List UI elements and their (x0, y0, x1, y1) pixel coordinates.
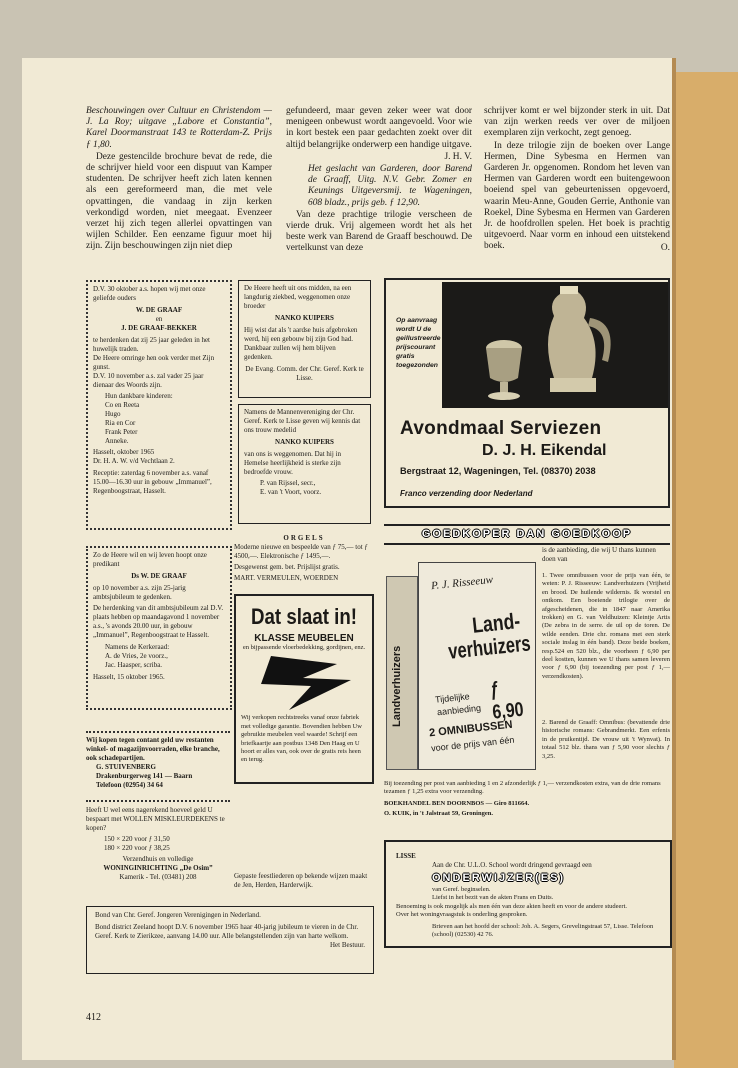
goblet-foot (488, 392, 520, 400)
divider (86, 800, 230, 804)
signature: P. van Rijssel, secr., (260, 479, 316, 487)
ad-text: De Heere heeft uit ons midden, na een langdurig ziekbed, weggenomen onze broeder (244, 284, 352, 310)
ad-shipping: Franco verzending door Nederland (400, 489, 533, 498)
ad-address: Bergstraat 12, Wageningen, Tel. (08370) 2038 (400, 466, 596, 476)
shipping-note: Bij toezending per post van aanbieding 1 en 2 afzonderlijk ƒ 1,— verzendkosten extra, van de drie romans tezamen ƒ 1,25 extra voor verzending. (384, 780, 661, 796)
job-title: ONDERWIJZER(ES) (432, 872, 566, 884)
list-item: Frank Peter (105, 428, 138, 436)
ad-text: Benoeming is ook mogelijk als men één van deze akten heeft en voor de andere studeert. (396, 902, 628, 910)
page-edge (672, 58, 676, 1060)
ad-intro: is de aanbieding, die wij U thans kunnen doen van (542, 546, 656, 563)
ad-text: Hij wist dat als 't aardse huis afgebroken werd, hij een gebouw bij zijn God had. Dankbaar zullen wij hem blijven gedenken. (244, 326, 358, 361)
article-paragraph: Deze gestencilde brochure bevat de rede, die de schrijver hield voor een dispuut van Kamper studenten. De schrijver heeft zich laten kennen als een gereformeerd man, die met vele opvattingen, die vandaag in zijn kerken verkondigd worden, niet meegaat. Evenzeer verzet hij zich tegen allerlei opvattingen van wijlen Schilder. Een eenzame figuur moet hij zijn. Zijn beschouwingen zijn niet diep (86, 151, 272, 252)
list-item: Hun dankbare kinderen: (105, 392, 173, 400)
ad-degraaf-jubilee (86, 546, 232, 710)
ad-text: Wij kopen tegen contant geld uw restanten winkel- of magazijnvoorraden, elke branche, ook schadepartijen. (86, 736, 220, 762)
article-paragraph: schrijver komt er wel bijzonder sterk in uit. Dat van zijn werken reeds ver over de miljoen exemplaren zijn verkocht, zegt genoeg. (484, 106, 670, 139)
ad-text: te herdenken dat zij 25 jaar geleden in het huwelijk traden. (93, 336, 211, 353)
jug-foot (550, 378, 596, 392)
ad-stuivenberg (86, 736, 230, 790)
ad-text: Dr. H. A. W. v/d Vechtlaan 2. (93, 457, 175, 465)
ad-de-osim (86, 806, 230, 882)
book-spine-title: Landverhuizers (391, 645, 403, 727)
ad-text: Receptie: zaterdag 6 november a.s. vanaf 15.00—16.30 uur in gebouw „Immanuel”, Regenboogstraat, Hasselt. (93, 469, 212, 495)
ad-kuipers-obituary-2 (238, 404, 371, 524)
signature: De Evang. Comm. der Chr. Geref. Kerk te Lisse. (245, 365, 364, 382)
ad-firm: MART. VERMEULEN, WOERDEN (234, 574, 339, 582)
ad-lisse-ulo-school (384, 840, 672, 948)
ad-text: Hasselt, 15 oktober 1965. (93, 673, 165, 681)
ad-text: en bijpassende vloerbedekking, gordijnen, enz. (242, 644, 366, 651)
book-review-2-title: Het geslacht van Garderen, door Barend de Graaff, Uitg. N.V. Gebr. Zomer en Keunings Uitgeversmij. te Wageningen, 608 bladz., prijs geb. ƒ 12,90. (308, 164, 472, 208)
offer-item-2: 2. Barend de Graaff: Omnibus: (bevattende drie historische romans: Gebrandmerkt. Een erfenis in de pruikentijd. De vrouw uit 't Wynvat). In totaal 512 blz. thans van ƒ 5,90 voor slechts ƒ 3,25. (542, 719, 670, 760)
ad-text: Liefst in het bezit van de akten Frans en Duits. (432, 894, 554, 902)
offer-item-1: 1. Twee omnibussen voor de prijs van één, te weten: P. J. Risseeuw: Landverhuizers (Vrijheid en brood. De huilende wildernis. Ik worstel en ontkom. Een boeiende trilogie over de afgescheidenen, die in 1847 naar Amerika trokken) en G. van Veldhuizen: Kleintje Artis (De zebra in de serre. de uil op de toren. De wilde eenden. Drie chr. romans met een sterk sociale inslag in één band). Deze beide boeken, resp.524 en 520 blz., die voorheen ƒ 6,90 per deel kostten, kunnen we U thans samen leveren voor ƒ 6,90 (bij toezending per post ƒ 1,— verzendkosten). (542, 572, 670, 680)
signature: Namens de Kerkeraad: (105, 643, 170, 651)
ad-text: D.V. 10 november a.s. zal vader 25 jaar dienaar des Woords zijn. (93, 372, 204, 389)
price-line: 180 × 220 voor ƒ 38,25 (104, 844, 170, 852)
article-column-1 (86, 106, 272, 254)
ad-text: op 10 november a.s. zijn 25-jarig ambtsjubileum te gedenken. (93, 584, 186, 601)
ad-firm: WONINGINRICHTING „De Osim” (103, 864, 213, 872)
ad-jen-harderwijk: Gepaste feestliederen op bekende wijzen maakt de Jen, Herden, Harderwijk. (234, 872, 368, 889)
ad-body: Wij verkopen rechtstreeks vanaf onze fabriek met volledige garantie. Bovendien hebben Uw gebruikte meubelen veel waarde! Schrijf een briefkaartje aan postbus 1348 Den Haag en U hoort er alles van, ook over de gratis reis heen en terug. (241, 714, 362, 764)
book-title-line-2: verhuizers (447, 630, 532, 664)
article-column-3 (484, 106, 670, 255)
ad-text: van Geref. beginselen. (432, 886, 491, 893)
ad-text: van ons is weggenomen. Dat hij in Hemelse heerlijkheid is sterke zijn bedroefde vrouw. (244, 450, 342, 476)
name-line: Ds W. DE GRAAF (131, 572, 187, 580)
list-item: Anneke. (105, 437, 129, 445)
book-cover (418, 562, 536, 770)
book-spine (386, 576, 418, 770)
children-list (93, 392, 225, 446)
book-title-line-1: Land- (471, 607, 522, 638)
ad-title: Avondmaal Serviezen (400, 418, 602, 439)
and-line: en (155, 315, 163, 323)
ad-avondmaal-serviezen (384, 278, 670, 508)
ad-text: Bond van Chr. Geref. Jongeren Verenigingen in Nederland. (95, 911, 261, 919)
ad-title: ORGELS (283, 534, 325, 542)
ad-goedkoper-dan-goedkoop (384, 524, 672, 824)
product-photo (442, 282, 668, 408)
ad-text: Moderne nieuwe en bespeelde van ƒ 75,— tot ƒ 4500,—. Elektronische ƒ 1495,—. (234, 543, 368, 560)
signature: A. de Vries, 2e voorz., (105, 652, 168, 660)
article-paragraph: gefundeerd, maar geven zeker weer wat door menigeen onbewust wordt aangevoeld. Voor wie in kort bestek een paar gedachten zoekt over dit altijd belangrijke onderwerp een handige uitgave. (286, 106, 472, 150)
ad-town: LISSE (396, 852, 416, 860)
ad-text: Brieven aan het hoofd der school: Joh. A. Segers, Grevelingstraat 57, Lisse. Telefoon (school) (02530) 42 76. (432, 922, 654, 939)
ad-bond-jongeren (86, 906, 374, 974)
ad-firm: G. STUIVENBERG (96, 763, 156, 771)
offer-banner: 2 OMNIBUSSEN (428, 718, 514, 740)
ad-text: Bond district Zeeland hoopt D.V. 6 november 1965 haar 40-jarig jubileum te vieren in de Chr. Geref. Kerk te Zierikzee, aanvang 14.00 uur. Alle belangstellenden zijn van harte welkom. (95, 923, 359, 940)
list-item: Co en Reeta (105, 401, 140, 409)
name-line: NANKO KUIPERS (275, 314, 334, 322)
ad-side-note: Op aanvraag wordt U de geillustreerde prijscourant gratis toegezonden (396, 317, 441, 369)
ad-text: Aan de Chr. U.L.O. School wordt dringend gevraagd een (432, 861, 592, 869)
name-line: J. DE GRAAF-BEKKER (121, 324, 197, 332)
book-illustration (384, 552, 536, 774)
ad-text: Over het woningvraagstuk is onderling gesproken. (396, 911, 528, 919)
header-rule (384, 524, 670, 526)
offer-label: aanbieding (436, 702, 482, 718)
divider (86, 731, 230, 735)
book-author: P. J. Risseeuw (430, 573, 494, 593)
ad-headline: Dat slaat in! (250, 604, 357, 629)
ad-phone: Telefoon (02954) 34 64 (96, 781, 163, 789)
reviewer-initials: O. (660, 242, 670, 253)
signature: E. van 't Voort, voorz. (260, 488, 322, 496)
ad-firm-name: D. J. H. Eikendal (482, 442, 607, 459)
ad-text: Desgewenst gem. bet. Prijslijst gratis. (234, 563, 340, 571)
signature: Het Bestuur. (330, 941, 365, 949)
ad-text: D.V. 30 oktober a.s. hopen wij met onze geliefde ouders (93, 285, 206, 302)
list-item: Ria en Cor (105, 419, 136, 427)
price-line: 150 × 220 voor ƒ 31,50 (104, 835, 170, 843)
ad-text: Verzendhuis en volledige (122, 855, 194, 863)
ad-text: De herdenking van dit ambtsjubileum zal D.V. plaats hebben op maandagavond 1 november a.s., 's avonds 20.00 uur, in gebouw „Immanuel”, Regenboogstraat te Hasselt. (93, 604, 224, 639)
header-rule (384, 543, 670, 545)
jug-lid (560, 286, 578, 294)
ad-subheadline: KLASSE MEUBELEN (254, 633, 354, 644)
article-paragraph: In deze trilogie zijn de boeken over Lange Hermen, Dine Sybesma en Hermen van Garderen Jr. opgenomen. Rondom het leven van Hermen van Garderen wordt een buitengewoon boeiend spel van gebeurtenissen opgevoerd, waarin Meu-Anne, Gouden Gerrie, Anthonie van Roekel, Dine Sybesma en Hermen van Garderen Jr. de hoofdrollen spelen. Het boek is prachtig uitgevoerd. Naar vorm en inhoud een uitstekend boek. (484, 140, 670, 252)
book-review-1-title: Beschouwingen over Cultuur en Christendom — J. La Roy; uitgave „Labore et Constantia”, Karel Doormanstraat 143 te Rotterdam-Z. Prijs ƒ 1,80. (86, 106, 272, 150)
ad-address: Drakenburgerweg 141 — Baarn (96, 772, 193, 780)
article-paragraph: Van deze prachtige trilogie verscheen de vierde druk. Vrij algemeen wordt het als het beste werk van Barend de Graaff beschouwd. De vertelkunst van deze (286, 209, 472, 254)
chalice-jug-illustration (442, 282, 668, 408)
ad-text: Heeft U wel eens nagerekend hoeveel geld U bespaart met WOLLEN MISKLEURDEKENS te kopen? (86, 806, 225, 832)
binding-strip (674, 72, 738, 1068)
offer-banner: voor de prijs van één (430, 734, 515, 754)
goblet-body (486, 348, 522, 382)
list-item: Hugo (105, 410, 121, 418)
lightning-bolt-icon (241, 654, 369, 712)
name-line: NANKO KUIPERS (275, 438, 334, 446)
ad-orgels (234, 534, 374, 583)
ad-text: Hasselt, oktober 1965 (93, 448, 155, 456)
ad-text: De Heere omringe hen ook verder met Zijn gunst. (93, 354, 215, 371)
ad-firm: BOEKHANDEL BEN DOORNBOS — Giro 811664. (384, 800, 530, 807)
reviewer-initials: J. H. V. (444, 151, 472, 162)
article-column-2 (286, 106, 472, 256)
page-number: 412 (86, 1012, 101, 1023)
ad-text: Zo de Heere wil en wij leven hoopt onze predikant (93, 551, 207, 568)
offer-price: ƒ 6,90 (489, 678, 525, 724)
offer-label: Tijdelijke (434, 691, 471, 705)
ad-firm: O. KUIK, in 't Jalstraat 59, Groningen. (384, 810, 493, 817)
ad-degraaf-anniversary (86, 280, 232, 530)
ad-kuipers-obituary-1 (238, 280, 371, 398)
ad-header: GOEDKOPER DAN GOEDKOOP (421, 528, 633, 540)
signature: Jac. Haasper, scriba. (105, 661, 163, 669)
jug-body (548, 292, 596, 378)
name-line: W. DE GRAAF (135, 306, 183, 314)
ad-dat-slaat-in (234, 594, 374, 784)
ad-address: Kamerik - Tel. (03481) 208 (119, 873, 197, 881)
ad-text: Namens de Mannenvereniging der Chr. Geref. Kerk te Lisse geven wij kennis dat ons trouw medelid (244, 408, 361, 434)
